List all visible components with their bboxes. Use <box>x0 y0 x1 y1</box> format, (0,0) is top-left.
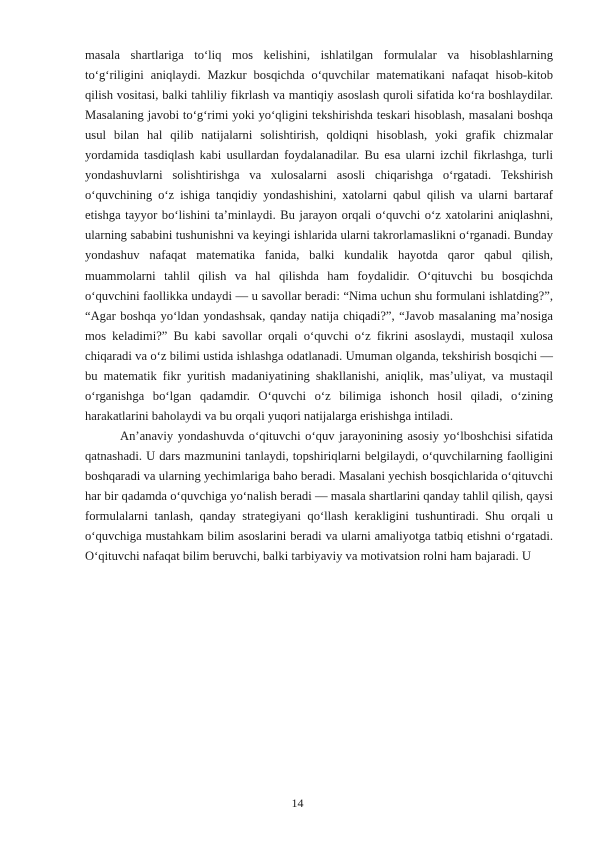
body-text <box>85 45 553 566</box>
paragraph-1: masala shartlariga to‘liq mos kelishini, ishlatilgan formulalar va hisoblashlarning to‘g‘riligini aniqlaydi. Mazkur bosqichda o‘quvchilar matematikani nafaqat hisob-kitob qilish vositasi, balki tahliliy fikrlash va mantiqiy asoslash quroli sifatida ko‘ra boshlaydilar. Masalaning javobi to‘g‘rimi yoki yo‘qligini tekshirishda teskari hisoblash, masalani boshqa usul bilan hal qilib natijalarni solishtirish, qoldiqni hisoblash, yoki grafik chizmalar yordamida tasdiqlash kabi usullardan foydalanadilar. Bu esa ularni izchil fikrlashga, turli yondashuvlarni solishtirishga va xulosalarni asosli chiqarishga o‘rgatadi. Tekshirish o‘quvchining o‘z ishiga tanqidiy yondashishini, xatolarni qabul qilish va ularni bartaraf etishga tayyor bo‘lishini ta’minlaydi. Bu jarayon orqali o‘quvchi o‘z xatolarini aniqlashni, ularning sababini tushunishni va keyingi ishlarida ularni takrorlamaslikni o‘rganadi. Bunday yondashuv nafaqat matematika fanida, balki kundalik hayotda qaror qabul qilish, muammolarni tahlil qilish va hal qilishda ham foydalidir. O‘qituvchi bu bosqichda o‘quvchini faollikka undaydi — u savollar beradi: “Nima uchun shu formulani ishlatding?”, “Agar boshqa yo‘ldan yondashsak, qanday natija chiqadi?”, “Javob masalaning ma’nosiga mos keladimi?” Bu kabi savollar orqali o‘quvchi o‘z fikrini asoslaydi, mustaqil xulosa chiqaradi va o‘z bilimi ustida ishlashga odatlanadi. Umuman olganda, tekshirish bosqichi — bu matematik fikr yuritish madaniyatining shakllanishi, aniqlik, mas’uliyat, va mustaqil o‘rganishga bo‘lgan qadamdir. O‘quvchi o‘z bilimiga ishonch hosil qiladi, o‘zining harakatlarini baholaydi va bu orqali yuqori natijalarga erishishga intiladi. <box>85 48 553 423</box>
page-number: 14 <box>291 796 304 810</box>
paragraph-2: An’anaviy yondashuvda o‘qituvchi o‘quv jarayonining asosiy yo‘lboshchisi sifatida qatnashadi. U dars mazmunini tanlaydi, topshiriqlarni belgilaydi, o‘quvchilarning faolligini boshqaradi va ularning yechimlariga baho beradi. Masalani yechish bosqichlarida o‘qituvchi har bir qadamda o‘quvchiga yo‘nalish beradi — masala shartlarini qanday tahlil qilish, qaysi formulalarni tanlash, qanday strategiyani qo‘llash kerakligini tushuntiradi. Shu orqali u o‘quvchiga mustahkam bilim asoslarini beradi va ularni amaliyotga tatbiq etishni o‘rgatadi. O‘qituvchi nafaqat bilim beruvchi, balki tarbiyaviy va motivatsion rolni ham bajaradi. U <box>85 428 553 564</box>
